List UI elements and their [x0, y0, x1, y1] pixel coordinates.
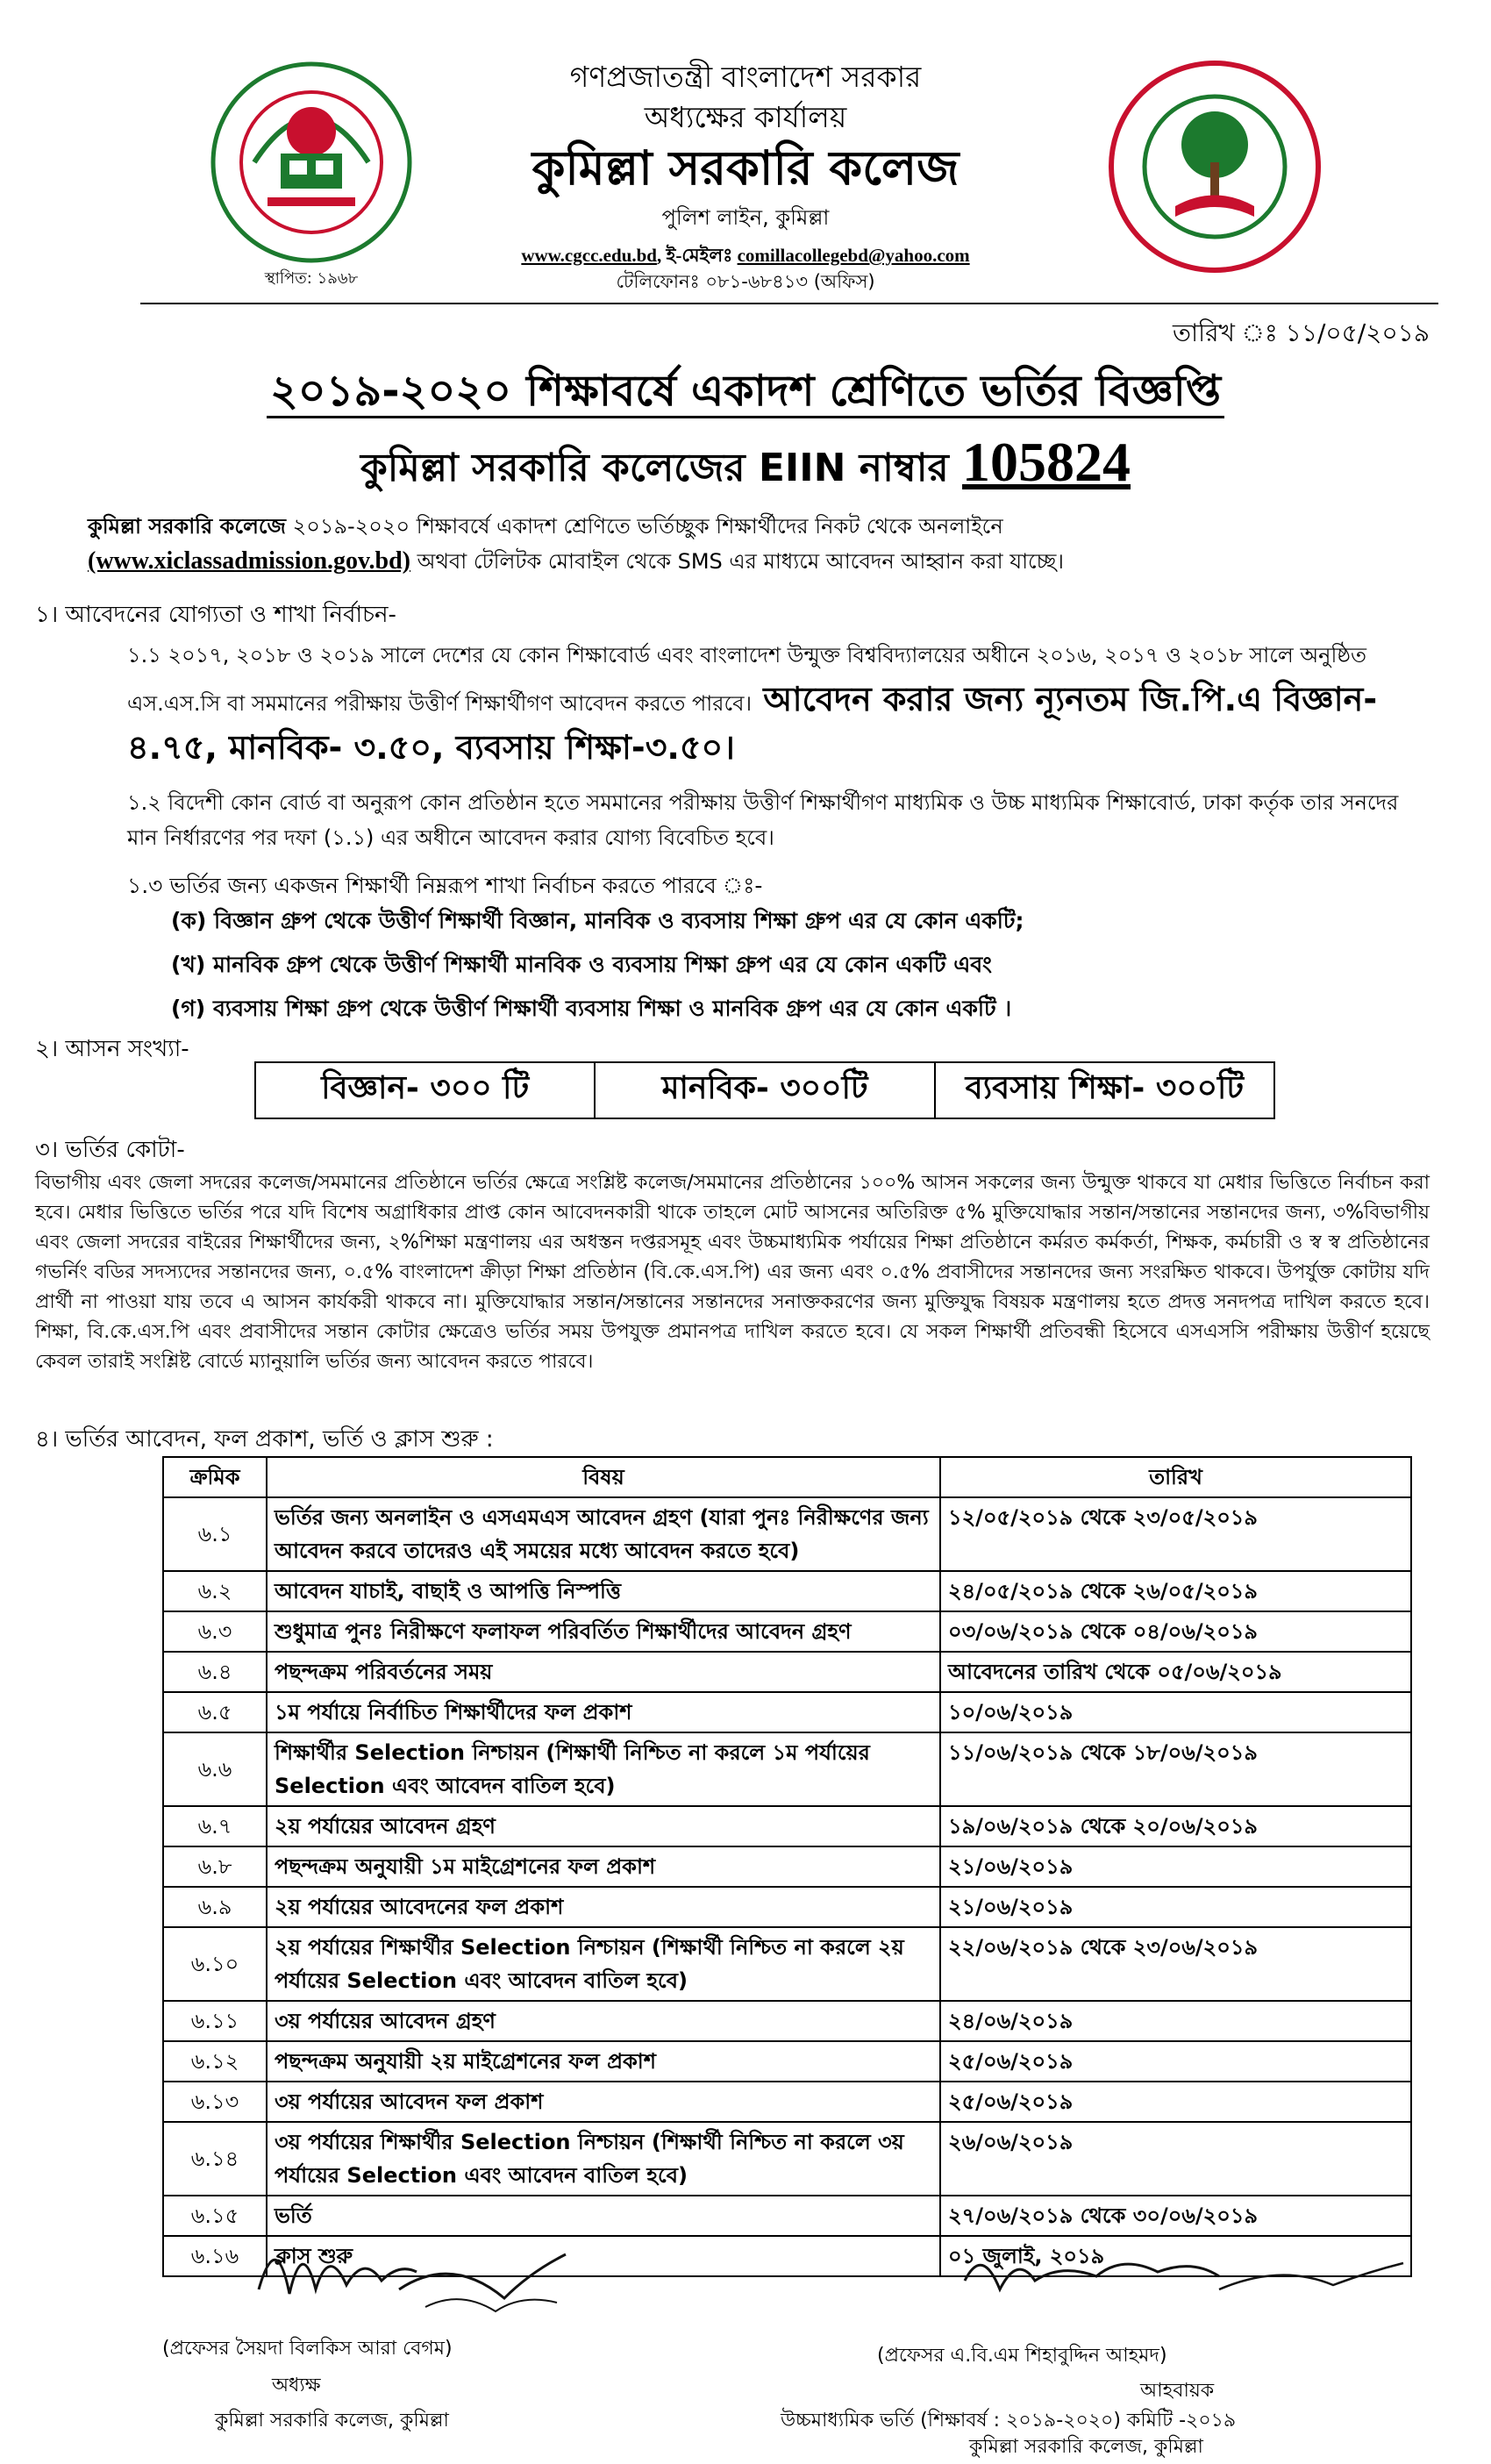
phone: টেলিফোনঃ ০৮১-৬৮৪১৩ (অফিস)	[616, 271, 875, 292]
row-subject: ভর্তি	[267, 2196, 940, 2236]
intro-text-2: অথবা টেলিটক মোবাইল থেকে SMS এর মাধ্যমে আবেদন আহ্বান করা যাচ্ছে।	[410, 549, 1064, 574]
col-subject: বিষয়	[267, 1457, 940, 1497]
table-row	[163, 1692, 1411, 1732]
row-subject: ১ম পর্যায়ে নির্বাচিত শিক্ষার্থীদের ফল প্রকাশ	[267, 1692, 940, 1732]
col-serial: ক্রমিক	[163, 1457, 267, 1497]
intro-text-1: ২০১৯-২০২০ শিক্ষাবর্ষে একাদশ শ্রেণিতে ভর্তিচ্ছুক শিক্ষার্থীদের নিকট থেকে অনলাইনে	[286, 514, 1003, 539]
principal-role: অধ্যক্ষ	[272, 2375, 321, 2396]
row-date: ০১ জুলাই, ২০১৯	[940, 2236, 1411, 2276]
convener-name: (প্রফেসর এ.বি.এম শিহাবুদ্দিন আহমদ)	[877, 2345, 1167, 2367]
row-date: ২৭/০৬/২০১৯ থেকে ৩০/০৬/২০১৯	[940, 2196, 1411, 2236]
convener-org: কুমিল্লা সরকারি কলেজ, কুমিল্লা	[969, 2436, 1203, 2458]
table-row	[163, 1497, 1411, 1571]
contact-web: www.cgcc.edu.bd, ই-মেইলঃ comillacollegebd@yahoo.com	[521, 245, 970, 266]
government-line: গণপ্রজাতন্ত্রী বাংলাদেশ সরকার	[569, 60, 922, 94]
seat-table	[254, 1061, 1275, 1119]
website-link[interactable]: www.cgcc.edu.bd	[521, 245, 657, 266]
row-date: ২৫/০৬/২০১৯	[940, 2041, 1411, 2082]
table-row	[163, 2122, 1411, 2196]
row-serial: ৬.৯	[163, 1887, 267, 1927]
row-serial: ৬.১	[163, 1497, 267, 1571]
office-line: অধ্যক্ষের কার্যালয়	[644, 100, 847, 134]
principal-org: কুমিল্লা সরকারি কলেজ, কুমিল্লা	[215, 2410, 449, 2432]
row-subject: শিক্ষার্থীর Selection নিশ্চায়ন (শিক্ষার্থী নিশ্চিত না করলে ১ম পর্যায়ের Selection এবং আবেদন বাতিল হবে)	[267, 1732, 940, 1806]
row-date: ২৪/০৫/২০১৯ থেকে ২৬/০৫/২০১৯	[940, 1571, 1411, 1611]
table-row	[163, 1611, 1411, 1652]
svg-text:স্থাপিত: ১৯৬৮: স্থাপিত: ১৯৬৮	[264, 269, 359, 288]
col-date: তারিখ	[940, 1457, 1411, 1497]
seat-humanities: মানবিক- ৩০০টি	[594, 1063, 933, 1118]
principal-signature	[250, 2219, 583, 2325]
row-subject: ৩য় পর্যায়ের আবেদন ফল প্রকাশ	[267, 2082, 940, 2122]
table-row	[163, 1887, 1411, 1927]
row-date: আবেদনের তারিখ থেকে ০৫/০৬/২০১৯	[940, 1652, 1411, 1692]
row-date: ২৪/০৬/২০১৯	[940, 2001, 1411, 2041]
row-subject: ২য় পর্যায়ের আবেদনের ফল প্রকাশ	[267, 1887, 940, 1927]
row-serial: ৬.১০	[163, 1927, 267, 2001]
row-serial: ৬.৬	[163, 1732, 267, 1806]
option-a: (ক) বিজ্ঞান গ্রুপ থেকে উত্তীর্ণ শিক্ষার্থী বিজ্ঞান, মানবিক ও ব্যবসায় শিক্ষা গ্রুপ এর যে কোন একটি;	[171, 908, 1024, 933]
convener-role: আহবায়ক	[1140, 2380, 1215, 2402]
row-serial: ৬.১৬	[163, 2236, 267, 2276]
row-date: ১২/০৫/২০১৯ থেকে ২৩/০৫/২০১৯	[940, 1497, 1411, 1571]
row-subject: শুধুমাত্র পুনঃ নিরীক্ষণে ফলাফল পরিবর্তিত শিক্ষার্থীদের আবেদন গ্রহণ	[267, 1611, 940, 1652]
row-date: ২৫/০৬/২০১৯	[940, 2082, 1411, 2122]
seat-science: বিজ্ঞান- ৩০০ টি	[321, 1070, 530, 1106]
clause-1-2: ১.২ বিদেশী কোন বোর্ড বা অনুরূপ কোন প্রতিষ্ঠান হতে সমমানের পরীক্ষায় উত্তীর্ণ শিক্ষার্থীগণ মাধ্যমিক ও উচ্চ মাধ্যমিক শিক্ষাবোর্ড, ঢাকা কর্তৃক তার সনদের মান নির্ধারণের পর দফা (১.১) এর অধীনে আবেদন করার যোগ্য বিবেচিত হবে।	[127, 790, 1399, 850]
table-row	[163, 1927, 1411, 2001]
row-serial: ৬.১৩	[163, 2082, 267, 2122]
row-subject: ৩য় পর্যায়ের শিক্ষার্থীর Selection নিশ্চায়ন (শিক্ষার্থী নিশ্চিত না করলে ৩য় পর্যায়ের Selection এবং আবেদন বাতিল হবে)	[267, 2122, 940, 2196]
row-subject: আবেদন যাচাই, বাছাই ও আপত্তি নিস্পত্তি	[267, 1571, 940, 1611]
notice-title	[0, 358, 1491, 430]
section-2-heading: ২। আসন সংখ্যা-	[35, 1036, 189, 1062]
row-serial: ৬.৩	[163, 1611, 267, 1652]
option-c: (গ) ব্যবসায় শিক্ষা গ্রুপ থেকে উত্তীর্ণ শিক্ষার্থী ব্যবসায় শিক্ষা ও মানবিক গ্রুপ এর যে কোন একটি ।	[171, 996, 1012, 1021]
schedule-table	[162, 1456, 1412, 2277]
eiin-label: কুমিল্লা সরকারি কলেজের EIIN নাম্বার	[360, 446, 949, 490]
row-date: ১১/০৬/২০১৯ থেকে ১৮/০৬/২০১৯	[940, 1732, 1411, 1806]
clause-1-3: ১.৩ ভর্তির জন্য একজন শিক্ষার্থী নিম্নরূপ শাখা নির্বাচন করতে পারবে ঃ-	[127, 873, 763, 898]
address: পুলিশ লাইন, কুমিল্লা	[661, 205, 830, 230]
table-row	[163, 2001, 1411, 2041]
row-subject: ২য় পর্যায়ের আবেদন গ্রহণ	[267, 1806, 940, 1846]
table-row	[163, 1846, 1411, 1887]
section-4-heading: ৪। ভর্তির আবেদন, ফল প্রকাশ, ভর্তি ও ক্লাস শুরু :	[35, 1426, 494, 1453]
clause-1-1-text: ১.১ ২০১৭, ২০১৮ ও ২০১৯ সালে দেশের যে কোন শিক্ষাবোর্ড এবং বাংলাদেশ উন্মুক্ত বিশ্ববিদ্যালয়ের অধীনে ২০১৬, ২০১৭ ও ২০১৮ সালে অনুষ্ঠিত এস.এস.সি বা সমমানের পরীক্ষায় উত্তীর্ণ শিক্ষার্থীগণ আবেদন করতে পারবে।	[127, 643, 1367, 716]
row-serial: ৬.১২	[163, 2041, 267, 2082]
row-date: ২৬/০৬/২০১৯	[940, 2122, 1411, 2196]
row-date: ২১/০৬/২০১৯	[940, 1887, 1411, 1927]
row-subject: পছন্দক্রম অনুযায়ী ১ম মাইগ্রেশনের ফল প্রকাশ	[267, 1846, 940, 1887]
email-label: ই-মেইলঃ	[666, 245, 733, 266]
row-subject: পছন্দক্রম অনুযায়ী ২য় মাইগ্রেশনের ফল প্রকাশ	[267, 2041, 940, 2082]
email-link[interactable]: comillacollegebd@yahoo.com	[737, 245, 970, 266]
row-date: ২১/০৬/২০১৯	[940, 1846, 1411, 1887]
header-divider	[140, 303, 1438, 304]
table-row	[163, 1571, 1411, 1611]
notice-date: তারিখ ঃ ১১/০৫/২০১৯	[1172, 318, 1430, 347]
row-serial: ৬.২	[163, 1571, 267, 1611]
convener-committee: উচ্চমাধ্যমিক ভর্তি (শিক্ষাবর্ষ : ২০১৯-২০২০) কমিটি -২০১৯	[781, 2410, 1237, 2432]
row-subject: ক্লাস শুরু	[267, 2236, 940, 2276]
table-row	[163, 1806, 1411, 1846]
quota-paragraph: বিভাগীয় এবং জেলা সদরের কলেজ/সমমানের প্রতিষ্ঠানে ভর্তির ক্ষেত্রে সংশ্লিষ্ট কলেজ/সমমানের প্রতিষ্ঠানের ১০০% আসন সকলের জন্য উন্মুক্ত থাকবে যা মেধার ভিত্তিতে নির্বাচন করা হবে। মেধার ভিত্তিতে ভর্তির পরে যদি বিশেষ অগ্রাধিকার প্রাপ্ত কোন আবেদনকারী থাকে তাহলে মোট আসনের অতিরিক্ত ৫% মুক্তিযোদ্ধার সন্তান/সন্তানের সন্তানদের জন্য, ৩%বিভাগীয় এবং জেলা সদরের বাইরের শিক্ষার্থীদের জন্য, ২%শিক্ষা মন্ত্রণালয় এর অধস্তন দপ্তরসমূহ এবং উচ্চমাধ্যমিক পর্যায়ের শিক্ষা প্রতিষ্ঠানে কর্মরত কর্মকর্তা, শিক্ষক, কর্মচারী ও স্ব স্ব প্রতিষ্ঠানের গভর্নিং বডির সদস্যদের সন্তানদের জন্য, ০.৫% বাংলাদেশ ক্রীড়া শিক্ষা প্রতিষ্ঠান (বি.কে.এস.পি) এর জন্য এবং ০.৫% প্রবাসীদের সন্তানদের জন্য সংরক্ষিত থাকবে। উপর্যুক্ত কোটায় যদি প্রার্থী না পাওয়া যায় তবে এ আসন কার্যকরী থাকবে না। মুক্তিযোদ্ধার সন্তান/সন্তানের সন্তানদের সনাক্তকরণের জন্য মুক্তিযুদ্ধ বিষয়ক মন্ত্রণালয় হতে প্রদত্ত সনদপত্র দাখিল করতে হবে। শিক্ষা, বি.কে.এস.পি এবং প্রবাসীদের সন্তান কোটার ক্ষেত্রেও ভর্তির সময় উপযুক্ত প্রমানপত্র দাখিল করতে হবে। যে সকল শিক্ষার্থী প্রতিবন্ধী হিসেবে এসএসসি পরীক্ষায় উত্তীর্ণ হয়েছে কেবল তারাই সংশ্লিষ্ট বোর্ডে ম্যানুয়ালি ভর্তির জন্য আবেদন করতে পারবে।	[35, 1172, 1430, 1373]
row-date: ১৯/০৬/২০১৯ থেকে ২০/০৬/২০১৯	[940, 1806, 1411, 1846]
table-row	[163, 2082, 1411, 2122]
convener-signature	[930, 2228, 1421, 2325]
row-serial: ৬.৪	[163, 1652, 267, 1692]
clause-1-1	[127, 633, 1425, 774]
intro-college: কুমিল্লা সরকারি কলেজে	[88, 514, 287, 539]
row-serial: ৬.১১	[163, 2001, 267, 2041]
row-subject: পছন্দক্রম পরিবর্তনের সময়	[267, 1652, 940, 1692]
row-serial: ৬.৫	[163, 1692, 267, 1732]
option-b: (খ) মানবিক গ্রুপ থেকে উত্তীর্ণ শিক্ষার্থী মানবিক ও ব্যবসায় শিক্ষা গ্রুপ এর যে কোন একটি এবং	[171, 952, 992, 977]
table-row	[163, 1732, 1411, 1806]
intro-paragraph	[88, 509, 1430, 579]
schedule-header-row	[163, 1457, 1411, 1497]
principal-name: (প্রফেসর সৈয়দা বিলকিস আরা বেগম)	[162, 2338, 453, 2360]
table-row	[163, 2041, 1411, 2082]
row-subject: ২য় পর্যায়ের শিক্ষার্থীর Selection নিশ্চায়ন (শিক্ষার্থী নিশ্চিত না করলে ২য় পর্যায়ের Selection এবং আবেদন বাতিল হবে)	[267, 1927, 940, 2001]
row-date: ২২/০৬/২০১৯ থেকে ২৩/০৬/২০১৯	[940, 1927, 1411, 2001]
row-subject: ৩য় পর্যায়ের আবেদন গ্রহণ	[267, 2001, 940, 2041]
row-date: ০৩/০৬/২০১৯ থেকে ০৪/০৬/২০১৯	[940, 1611, 1411, 1652]
row-serial: ৬.৭	[163, 1806, 267, 1846]
min-gpa: আবেদন করার জন্য ন্যূনতম জি.পি.এ বিজ্ঞান- ৪.৭৫, মানবিক- ৩.৫০, ব্যবসায় শিক্ষা-৩.৫০।	[127, 680, 1378, 767]
section-3-heading: ৩। ভর্তির কোটা-	[35, 1137, 185, 1163]
row-subject: ভর্তির জন্য অনলাইন ও এসএমএস আবেদন গ্রহণ (যারা পুনঃ নিরীক্ষণের জন্য আবেদন করবে তাদেরও এই সময়ের মধ্যে আবেদন করতে হবে)	[267, 1497, 940, 1571]
notice-title-text: ২০১৯-২০২০ শিক্ষাবর্ষে একাদশ শ্রেণিতে ভর্তির বিজ্ঞপ্তি	[267, 366, 1224, 418]
row-date: ১০/০৬/২০১৯	[940, 1692, 1411, 1732]
row-serial: ৬.১৪	[163, 2122, 267, 2196]
row-serial: ৬.১৫	[163, 2196, 267, 2236]
section-1-heading: ১। আবেদনের যোগ্যতা ও শাখা নির্বাচন-	[35, 602, 396, 628]
eiin-number: 105824	[962, 431, 1131, 493]
eiin-line	[0, 430, 1491, 503]
table-row	[163, 1652, 1411, 1692]
college-name: কুমিল্লা সরকারি কলেজ	[531, 140, 960, 196]
admission-url[interactable]: (www.xiclassadmission.gov.bd)	[88, 547, 410, 575]
row-serial: ৬.৮	[163, 1846, 267, 1887]
seat-business: ব্যবসায় শিক্ষা- ৩০০টি	[934, 1063, 1273, 1118]
schedule-body	[163, 1497, 1411, 2276]
